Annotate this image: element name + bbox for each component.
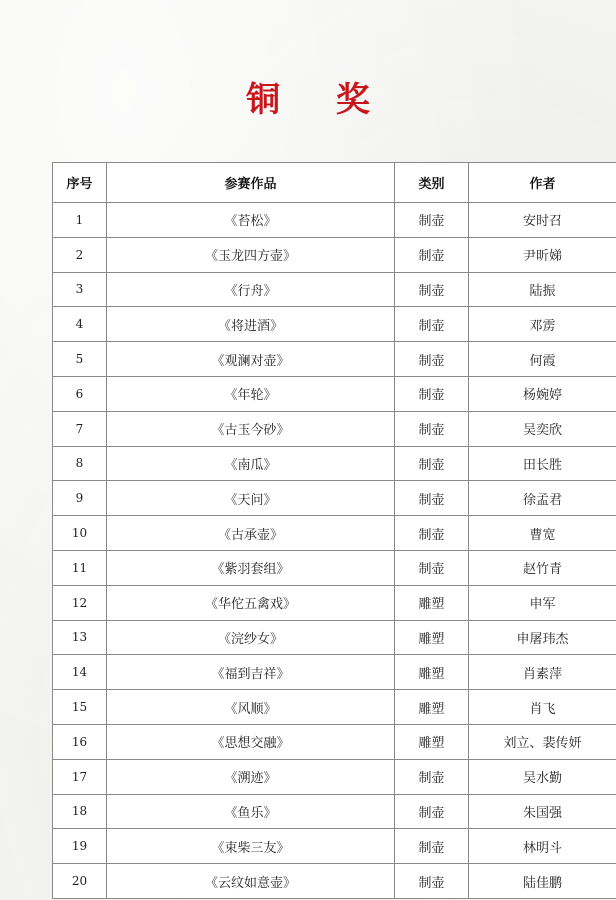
cell-index: 12 [53, 585, 107, 620]
cell-author: 安时召 [469, 203, 616, 238]
cell-index: 5 [53, 342, 107, 377]
table-row [53, 794, 616, 829]
header-work: 参赛作品 [107, 163, 395, 203]
table-row [53, 376, 616, 411]
table-row [53, 237, 616, 272]
cell-work: 《观澜对壶》 [107, 342, 395, 377]
cell-category: 雕塑 [395, 655, 469, 690]
table-row [53, 342, 616, 377]
cell-category: 制壶 [395, 550, 469, 585]
cell-work: 《玉龙四方壶》 [107, 237, 395, 272]
cell-author: 肖飞 [469, 690, 616, 725]
cell-author: 申军 [469, 585, 616, 620]
cell-author: 徐孟君 [469, 481, 616, 516]
cell-work: 《年轮》 [107, 376, 395, 411]
cell-index: 20 [53, 864, 107, 899]
cell-index: 15 [53, 690, 107, 725]
cell-work: 《溯迹》 [107, 759, 395, 794]
cell-author: 林明斗 [469, 829, 616, 864]
cell-index: 3 [53, 272, 107, 307]
table-body [53, 203, 616, 899]
cell-category: 雕塑 [395, 724, 469, 759]
table-row [53, 481, 616, 516]
cell-author: 陆振 [469, 272, 616, 307]
header-author: 作者 [469, 163, 616, 203]
cell-index: 4 [53, 307, 107, 342]
cell-index: 17 [53, 759, 107, 794]
cell-work: 《思想交融》 [107, 724, 395, 759]
cell-category: 雕塑 [395, 690, 469, 725]
cell-category: 制壶 [395, 272, 469, 307]
cell-index: 18 [53, 794, 107, 829]
cell-author: 刘立、裴传妍 [469, 724, 616, 759]
cell-category: 制壶 [395, 307, 469, 342]
table-header-row [53, 163, 616, 203]
cell-author: 邓雳 [469, 307, 616, 342]
cell-work: 《天问》 [107, 481, 395, 516]
cell-category: 制壶 [395, 516, 469, 551]
table-row [53, 690, 616, 725]
cell-work: 《云纹如意壶》 [107, 864, 395, 899]
cell-category: 制壶 [395, 376, 469, 411]
table-row [53, 724, 616, 759]
cell-index: 19 [53, 829, 107, 864]
table-row [53, 829, 616, 864]
award-table [52, 162, 616, 899]
cell-work: 《行舟》 [107, 272, 395, 307]
cell-category: 制壶 [395, 864, 469, 899]
table-row [53, 307, 616, 342]
table-row [53, 864, 616, 899]
cell-author: 陆佳鹏 [469, 864, 616, 899]
cell-work: 《福到吉祥》 [107, 655, 395, 690]
cell-index: 9 [53, 481, 107, 516]
cell-work: 《古承壶》 [107, 516, 395, 551]
cell-author: 田长胜 [469, 446, 616, 481]
cell-category: 制壶 [395, 829, 469, 864]
table-row [53, 550, 616, 585]
cell-author: 杨婉婷 [469, 376, 616, 411]
cell-category: 制壶 [395, 411, 469, 446]
cell-work: 《鱼乐》 [107, 794, 395, 829]
cell-author: 赵竹青 [469, 550, 616, 585]
cell-category: 制壶 [395, 237, 469, 272]
cell-author: 朱国强 [469, 794, 616, 829]
table-row [53, 446, 616, 481]
cell-work: 《紫羽套组》 [107, 550, 395, 585]
table-row [53, 272, 616, 307]
page-title: 铜 奖 [246, 80, 392, 120]
cell-author: 申屠玮杰 [469, 620, 616, 655]
cell-author: 尹昕娣 [469, 237, 616, 272]
cell-category: 制壶 [395, 759, 469, 794]
cell-index: 16 [53, 724, 107, 759]
header-index: 序号 [53, 163, 107, 203]
table-row [53, 585, 616, 620]
cell-category: 制壶 [395, 203, 469, 238]
cell-author: 曹宽 [469, 516, 616, 551]
table-row [53, 620, 616, 655]
cell-author: 何霞 [469, 342, 616, 377]
cell-index: 14 [53, 655, 107, 690]
cell-work: 《南瓜》 [107, 446, 395, 481]
table-row [53, 516, 616, 551]
cell-category: 制壶 [395, 481, 469, 516]
cell-index: 8 [53, 446, 107, 481]
cell-category: 制壶 [395, 342, 469, 377]
cell-author: 吴奕欣 [469, 411, 616, 446]
header-category: 类别 [395, 163, 469, 203]
cell-index: 6 [53, 376, 107, 411]
cell-index: 2 [53, 237, 107, 272]
cell-work: 《浣纱女》 [107, 620, 395, 655]
cell-category: 雕塑 [395, 620, 469, 655]
table-row [53, 655, 616, 690]
cell-work: 《华佗五禽戏》 [107, 585, 395, 620]
cell-category: 制壶 [395, 794, 469, 829]
table-row [53, 411, 616, 446]
cell-index: 1 [53, 203, 107, 238]
cell-author: 吴水勤 [469, 759, 616, 794]
cell-index: 11 [53, 550, 107, 585]
cell-category: 制壶 [395, 446, 469, 481]
table-row [53, 759, 616, 794]
cell-category: 雕塑 [395, 585, 469, 620]
cell-work: 《将进酒》 [107, 307, 395, 342]
cell-index: 13 [53, 620, 107, 655]
cell-work: 《束柴三友》 [107, 829, 395, 864]
table-row [53, 203, 616, 238]
cell-author: 肖素萍 [469, 655, 616, 690]
cell-work: 《风顺》 [107, 690, 395, 725]
cell-work: 《古玉今砂》 [107, 411, 395, 446]
cell-index: 7 [53, 411, 107, 446]
cell-work: 《苔松》 [107, 203, 395, 238]
cell-index: 10 [53, 516, 107, 551]
